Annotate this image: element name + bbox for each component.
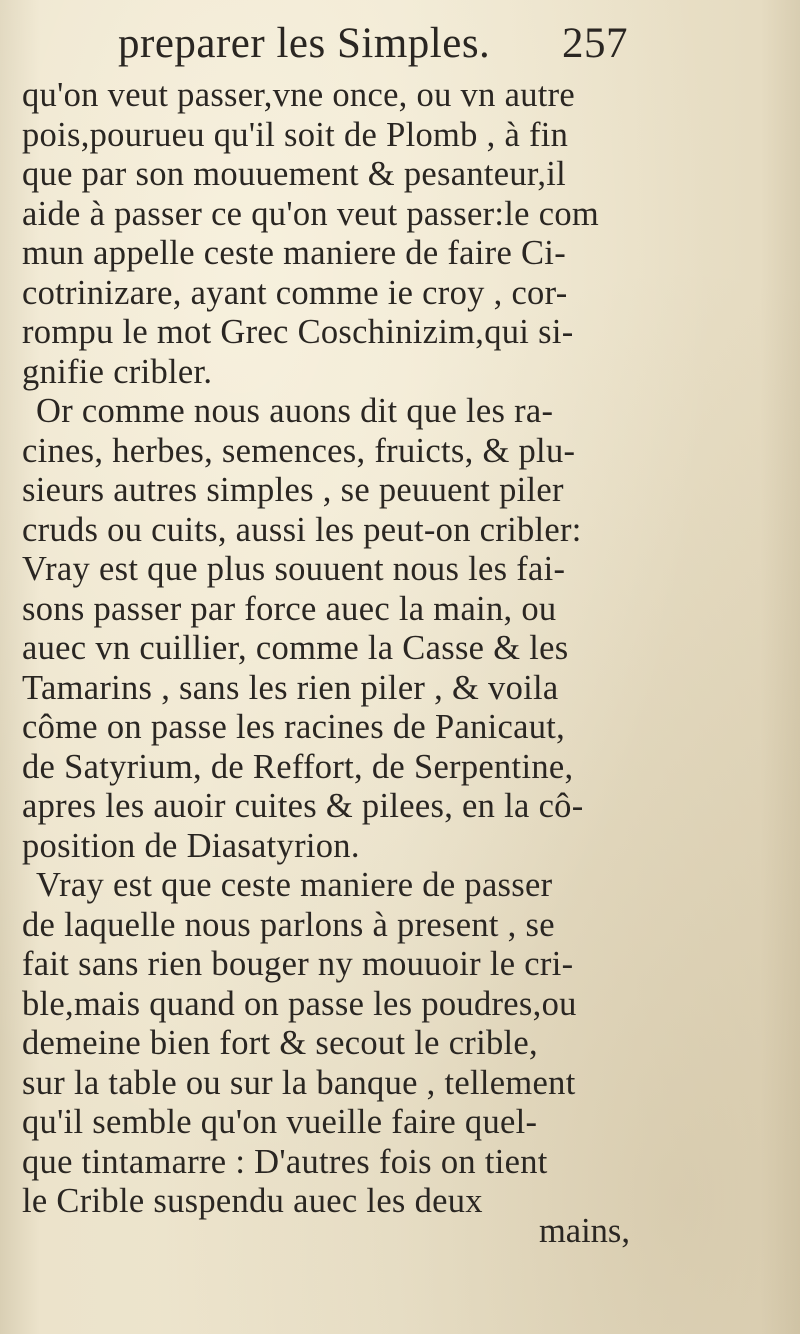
text-line: pois,pourueu qu'il soit de Plomb , à fin <box>22 115 569 154</box>
text-line: ble,mais quand on passe les poudres,ou <box>22 984 577 1023</box>
page-number: 257 <box>562 20 628 67</box>
text-line: de laquelle nous parlons à present , se <box>22 905 555 944</box>
text-line: sur la table ou sur la banque , tellement <box>22 1063 576 1102</box>
text-line: que tintamarre : D'autres fois on tient <box>22 1142 548 1181</box>
body-text <box>22 76 622 1222</box>
text-line: le Crible suspendu auec les deux <box>22 1182 483 1220</box>
text-line: cines, herbes, semences, fruicts, & plu- <box>22 431 576 470</box>
text-line: position de Diasatyrion. <box>22 826 360 865</box>
text-line: aide à passer ce qu'on veut passer:le com <box>22 194 600 233</box>
text-line: apres les auoir cuites & pilees, en la cô- <box>22 787 584 825</box>
catchword: mains, <box>538 1212 630 1250</box>
text-line: rompu le mot Grec Coschinizim,qui si- <box>22 313 574 351</box>
text-line: de Satyrium, de Reffort, de Serpentine, <box>22 747 574 786</box>
text-line: demeine bien fort & secout le crible, <box>22 1024 538 1062</box>
text-line: sons passer par force auec la main, ou <box>22 589 557 628</box>
text-line: qu'il semble qu'on vueille faire quel- <box>22 1103 538 1141</box>
paragraph-start-line: Vray est que ceste maniere de passer <box>36 866 553 904</box>
text-line: côme on passe les racines de Panicaut, <box>22 708 566 746</box>
text-line: cruds ou cuits, aussi les peut-on cribler: <box>22 510 582 549</box>
running-head <box>118 14 628 74</box>
text-line: que par son mouuement & pesanteur,il <box>22 155 567 193</box>
text-line: qu'on veut passer,vne once, ou vn autre <box>22 76 576 114</box>
text-line: Vray est que plus souuent nous les fai- <box>22 550 566 588</box>
text-line: cotrinizare, ayant comme ie croy , cor- <box>22 273 568 312</box>
text-line: sieurs autres simples , se peuuent piler <box>22 471 564 509</box>
text-line: gnifie cribler. <box>22 352 213 391</box>
text-line: mun appelle ceste maniere de faire Ci- <box>22 234 566 272</box>
text-line: Tamarins , sans les rien piler , & voila <box>22 668 559 707</box>
text-line: fait sans rien bouger ny mouuoir le cri- <box>22 945 574 983</box>
paragraph-start-line: Or comme nous auons dit que les ra- <box>36 392 554 430</box>
text-line: auec vn cuillier, comme la Casse & les <box>22 629 569 667</box>
running-head-title: preparer les Simples. <box>118 20 491 67</box>
